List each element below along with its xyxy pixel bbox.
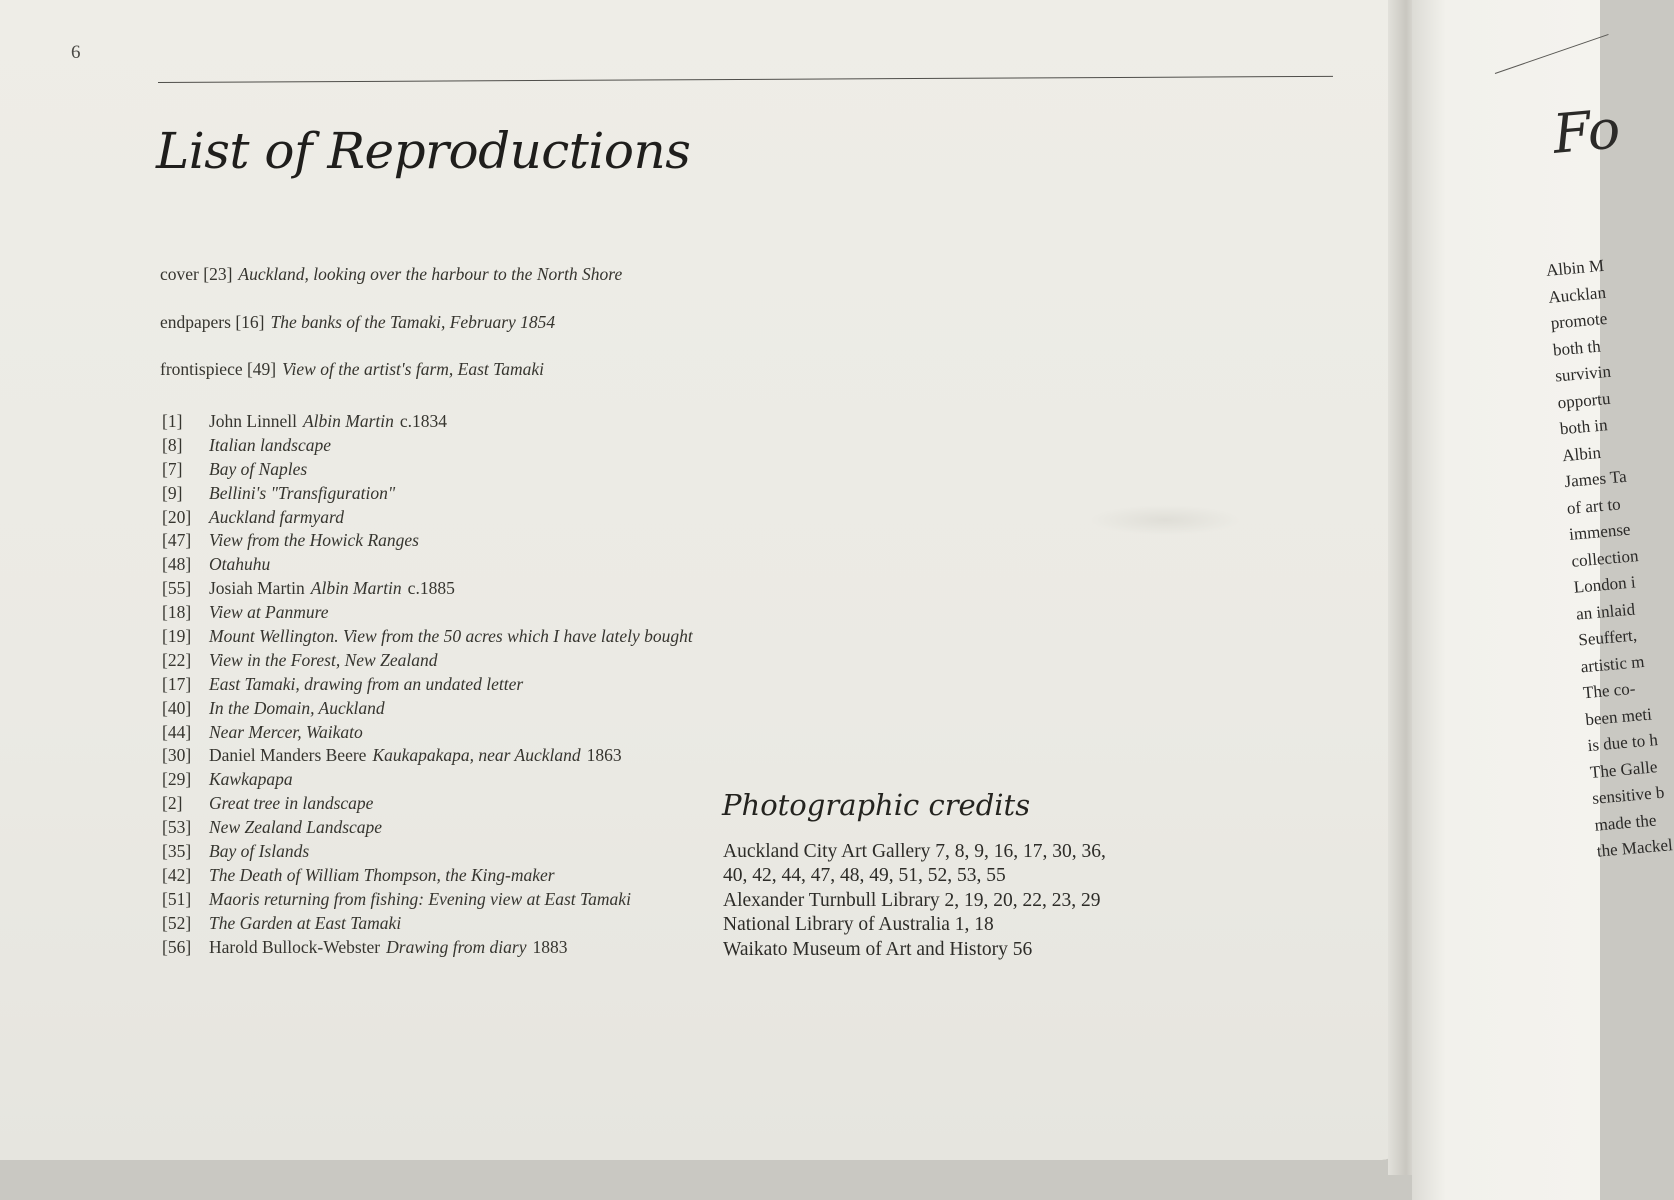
facing-page-line: artistic m xyxy=(1579,651,1646,676)
reproduction-item xyxy=(162,601,693,625)
page-title: List of Reproductions xyxy=(156,122,691,180)
reproduction-title: East Tamaki, drawing from an undated letter xyxy=(209,673,524,694)
reproduction-number: [52] xyxy=(162,912,192,933)
page-smudge xyxy=(1090,505,1240,535)
front-matter-title: The banks of the Tamaki, February 1854 xyxy=(270,311,556,332)
right-page xyxy=(1412,0,1600,1200)
reproduction-title: Mount Wellington. View from the 50 acres which I have lately bought xyxy=(209,626,693,647)
front-matter-item xyxy=(160,359,622,407)
reproduction-artist: Harold Bullock-Webster xyxy=(209,936,381,957)
credits-list xyxy=(723,840,1106,962)
facing-page-line: collection xyxy=(1570,545,1640,571)
front-matter-item xyxy=(160,264,622,312)
reproduction-title: Otahuhu xyxy=(209,554,271,575)
front-matter-title: Auckland, looking over the harbour to the North Shore xyxy=(238,264,623,284)
reproduction-number: [19] xyxy=(162,626,192,647)
reproduction-number: [18] xyxy=(162,602,192,623)
front-matter-title: View of the artist's farm, East Tamaki xyxy=(282,359,545,379)
facing-page-line: made the xyxy=(1593,809,1658,835)
reproduction-title: In the Domain, Auckland xyxy=(209,697,385,718)
reproduction-date: 1883 xyxy=(532,936,568,957)
reproduction-item xyxy=(162,912,693,936)
reproduction-title: View from the Howick Ranges xyxy=(209,530,419,551)
reproduction-number: [1] xyxy=(162,411,183,431)
credit-line: National Library of Australia 1, 18 xyxy=(723,914,994,936)
reproduction-title: The Garden at East Tamaki xyxy=(209,912,402,933)
reproduction-item xyxy=(162,888,693,912)
facing-page-title: Fo xyxy=(1550,97,1623,166)
reproduction-title: View at Panmure xyxy=(209,602,329,623)
reproduction-item xyxy=(162,649,693,673)
reproduction-title: Near Mercer, Waikato xyxy=(209,721,363,742)
reproduction-number: [44] xyxy=(162,721,192,742)
reproduction-title: Auckland farmyard xyxy=(209,506,344,527)
reproduction-title: Great tree in landscape xyxy=(209,793,374,814)
facing-page-line: of art to xyxy=(1566,493,1622,518)
reproduction-number: [48] xyxy=(162,554,192,575)
reproduction-title: Albin Martin xyxy=(302,411,394,431)
reproduction-artist: Josiah Martin xyxy=(209,578,305,599)
facing-page-line: survivin xyxy=(1554,361,1612,386)
reproduction-title: The Death of William Thompson, the King-maker xyxy=(209,864,555,885)
facing-page-line: The Galle xyxy=(1589,756,1659,782)
facing-page-line: is due to h xyxy=(1586,730,1659,756)
reproduction-number: [42] xyxy=(162,864,192,885)
reproduction-title: Italian landscape xyxy=(209,434,331,455)
reproduction-number: [53] xyxy=(162,817,192,838)
reproduction-number: [47] xyxy=(162,530,192,551)
reproduction-number: [7] xyxy=(162,458,183,479)
reproduction-number: [20] xyxy=(162,506,192,527)
facing-page-line: the Mackel xyxy=(1596,835,1674,861)
facing-page-line: Albin xyxy=(1561,442,1602,465)
reproduction-title: Drawing from diary xyxy=(386,936,527,957)
reproduction-item xyxy=(162,768,693,792)
reproduction-item xyxy=(162,434,693,458)
reproduction-number: [2] xyxy=(162,793,183,814)
reproduction-number: [40] xyxy=(162,697,192,718)
reproduction-item xyxy=(162,410,693,434)
front-matter-label: cover [23] xyxy=(160,264,233,284)
credit-line: Waikato Museum of Art and History 56 xyxy=(723,938,1033,960)
credit-line: Auckland City Art Gallery 7, 8, 9, 16, 17, 30, 36, xyxy=(723,841,1106,862)
reproduction-date: c.1834 xyxy=(399,411,448,431)
facing-page-line: promote xyxy=(1549,308,1608,333)
facing-page-line: opportu xyxy=(1556,388,1612,412)
reproduction-item xyxy=(162,625,693,649)
reproduction-item xyxy=(162,577,693,601)
reproduction-number: [29] xyxy=(162,769,192,790)
reproduction-title: Kawkapapa xyxy=(209,769,293,790)
facing-page-line: Aucklan xyxy=(1547,282,1607,307)
facing-page-line: both in xyxy=(1559,415,1609,439)
reproduction-title: Bellini's "Transfiguration" xyxy=(209,482,396,503)
reproduction-number: [17] xyxy=(162,673,192,694)
reproduction-number: [35] xyxy=(162,841,192,862)
facing-page-line: immense xyxy=(1568,519,1632,544)
reproduction-artist: John Linnell xyxy=(209,411,297,431)
front-matter-label: endpapers [16] xyxy=(160,311,265,332)
reproduction-number: [51] xyxy=(162,888,192,909)
facing-page-line: The co- xyxy=(1582,678,1637,703)
reproduction-artist: Daniel Manders Beere xyxy=(209,745,367,766)
facing-page-line: sensitive b xyxy=(1591,782,1666,808)
reproduction-item xyxy=(162,936,693,960)
facing-page-line: both th xyxy=(1552,336,1602,360)
reproduction-item xyxy=(162,506,693,530)
reproduction-date: c.1885 xyxy=(407,578,455,599)
reproduction-item xyxy=(162,816,693,840)
front-matter-label: frontispiece [49] xyxy=(160,359,277,379)
reproduction-item xyxy=(162,529,693,553)
page-number: 6 xyxy=(71,42,81,63)
reproduction-number: [8] xyxy=(162,434,183,455)
reproduction-title: Kaukapakapa, near Auckland xyxy=(372,745,581,766)
reproduction-item xyxy=(162,744,693,768)
credit-line: Alexander Turnbull Library 2, 19, 20, 22, 23, 29 xyxy=(723,889,1101,911)
credits-heading: Photographic credits xyxy=(722,788,1031,822)
reproduction-item xyxy=(162,458,693,482)
reproduction-number: [55] xyxy=(162,578,192,599)
reproduction-item xyxy=(162,673,693,697)
reproduction-item xyxy=(162,482,693,506)
reproduction-date: 1863 xyxy=(586,745,622,766)
reproduction-item xyxy=(162,864,693,888)
reproduction-number: [56] xyxy=(162,936,192,957)
reproduction-item xyxy=(162,721,693,745)
front-matter-item xyxy=(160,312,622,360)
reproduction-item xyxy=(162,697,693,721)
reproduction-title: Bay of Naples xyxy=(209,458,308,479)
facing-page-line: an inlaid xyxy=(1575,599,1636,624)
reproduction-item xyxy=(162,840,693,864)
reproduction-item xyxy=(162,553,693,577)
reproduction-item xyxy=(162,792,693,816)
facing-page-line: London i xyxy=(1572,572,1637,597)
reproduction-title: View in the Forest, New Zealand xyxy=(209,649,438,670)
reproduction-number: [9] xyxy=(162,482,183,503)
front-matter-list xyxy=(160,264,622,407)
reproduction-title: Bay of Islands xyxy=(209,841,310,862)
facing-page-line: been meti xyxy=(1584,703,1653,729)
reproduction-number: [22] xyxy=(162,649,192,670)
facing-page-line: James Ta xyxy=(1563,466,1628,492)
reproduction-title: New Zealand Landscape xyxy=(209,817,383,838)
facing-page-line: Albin M xyxy=(1545,255,1605,280)
facing-page-line: Seuffert, xyxy=(1577,625,1638,650)
credit-line: 40, 42, 44, 47, 48, 49, 51, 52, 53, 55 xyxy=(723,865,1006,887)
reproduction-number: [30] xyxy=(162,745,192,766)
reproduction-title: Albin Martin xyxy=(310,578,402,599)
reproductions-list xyxy=(162,410,693,959)
reproduction-title: Maoris returning from fishing: Evening view at East Tamaki xyxy=(209,888,631,909)
